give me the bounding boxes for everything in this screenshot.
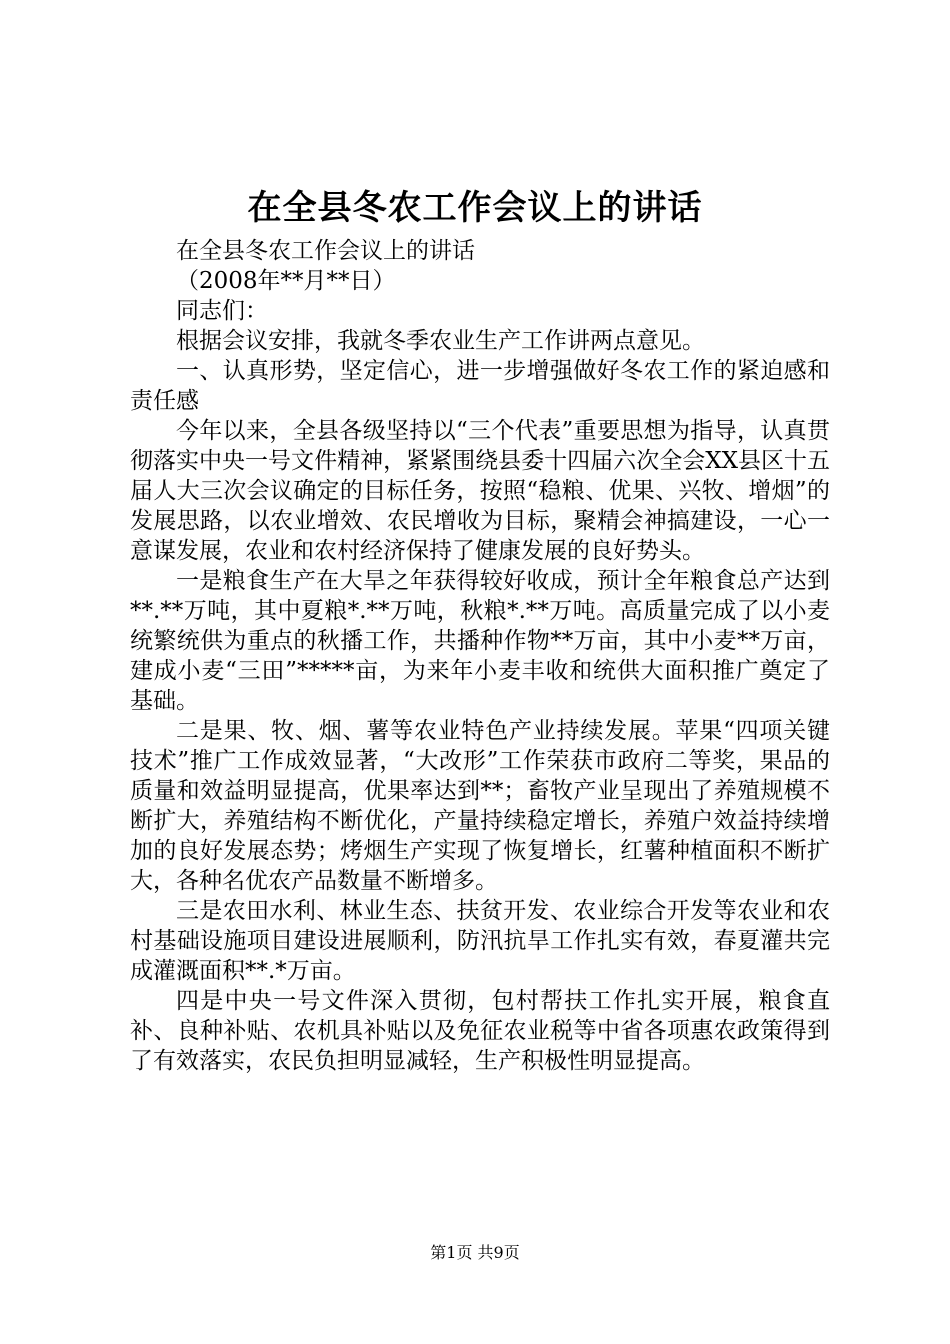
- document-title: 在全县冬农工作会议上的讲话: [247, 188, 703, 228]
- body-paragraph: 根据会议安排，我就冬季农业生产工作讲两点意见。: [176, 328, 705, 354]
- section-heading: 一、认真形势，坚定信心，进一步增强做好冬农工作的紧迫感和责任感: [130, 358, 830, 414]
- body-subtitle: 在全县冬农工作会议上的讲话: [176, 238, 475, 264]
- body-paragraph: 一是粮食生产在大旱之年获得较好收成，预计全年粮食总产达到**.**万吨，其中夏粮*.**万吨，秋粮*.**万吨。高质量完成了以小麦统繁统供为重点的秋播工作，共播种作物**万亩，其中小麦**万亩，建成小麦“三田”*****亩，为来年小麦丰收和统供大面积推广奠定了基础。: [130, 568, 830, 714]
- body-salutation: 同志们：: [176, 298, 268, 324]
- body-paragraph: 四是中央一号文件深入贯彻，包村帮扶工作扎实开展，粮食直补、良种补贴、农机具补贴以及免征农业税等中省各项惠农政策得到了有效落实，农民负担明显减轻，生产积极性明显提高。: [130, 988, 830, 1074]
- body-paragraph: 三是农田水利、林业生态、扶贫开发、农业综合开发等农业和农村基础设施项目建设进展顺利，防汛抗旱工作扎实有效，春夏灌共完成灌溉面积**.*万亩。: [130, 898, 830, 984]
- body-date: （2008年**月**日）: [176, 268, 396, 294]
- body-paragraph: 今年以来，全县各级坚持以“三个代表”重要思想为指导，认真贯彻落实中央一号文件精神，紧紧围绕县委十四届六次全会XX县区十五届人大三次会议确定的目标任务，按照“稳粮、优果、兴牧、增烟”的发展思路，以农业增效、农民增收为目标，聚精会神搞建设，一心一意谋发展，农业和农村经济保持了健康发展的良好势头。: [130, 418, 830, 564]
- page-number-footer: 第1页 共9页: [430, 1243, 520, 1262]
- document-body: [130, 236, 830, 1076]
- body-paragraph: 二是果、牧、烟、薯等农业特色产业持续发展。苹果“四项关键技术”推广工作成效显著，“大改形”工作荣获市政府二等奖，果品的质量和效益明显提高，优果率达到**；畜牧产业呈现出了养殖规模不断扩大，养殖结构不断优化，产量持续稳定增长，养殖户效益持续增加的良好发展态势；烤烟生产实现了恢复增长，红薯种植面积不断扩大，各种名优农产品数量不断增多。: [130, 718, 830, 894]
